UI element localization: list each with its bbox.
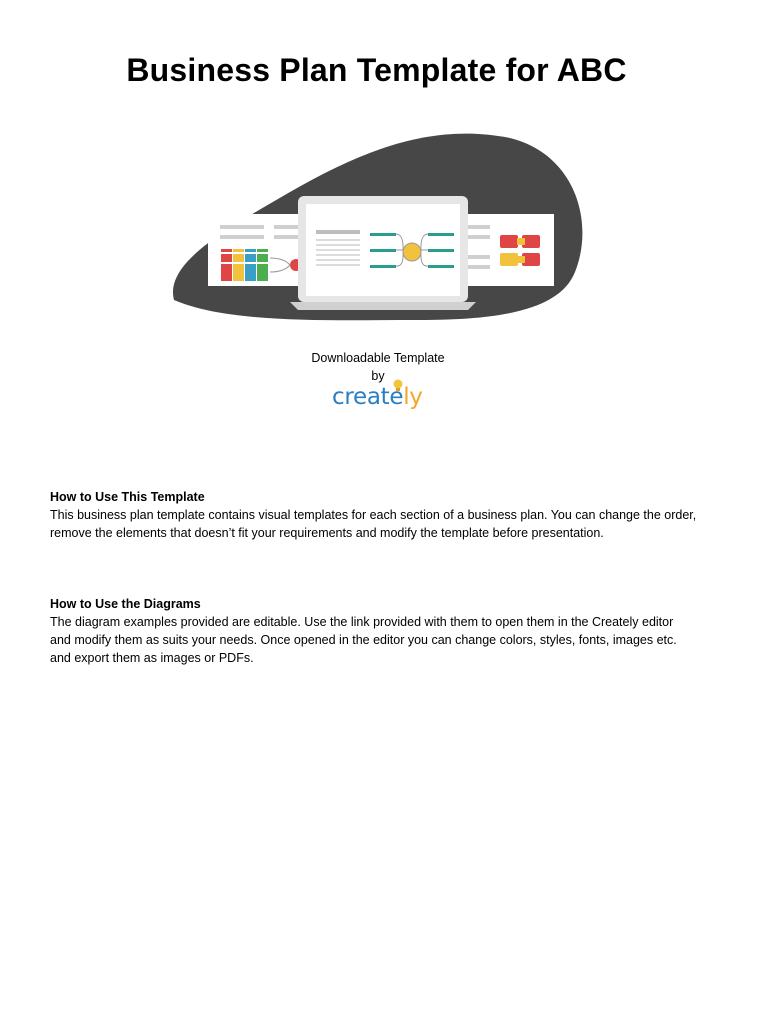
creately-logo	[330, 378, 430, 418]
section-text-line: The diagram examples provided are editable. Use the link provided with them to open them in the Creately editor	[50, 615, 674, 629]
section-heading: How to Use the Diagrams	[50, 597, 201, 611]
section-how-to-use-diagrams	[50, 595, 740, 667]
right-card	[456, 214, 554, 286]
section-text-line: and modify them as suits your needs. Once opened in the editor you can change colors, styles, fonts, images etc.	[50, 633, 677, 647]
section-heading: How to Use This Template	[50, 490, 205, 504]
left-card	[208, 214, 308, 286]
logo-text-accent: ly	[403, 384, 423, 410]
section-text-line: remove the elements that doesn’t fit your requirements and modify the template before presentation.	[50, 526, 604, 540]
section-text-line: This business plan template contains visual templates for each section of a business plan. You can change the order,	[50, 508, 697, 522]
page-title: Business Plan Template for ABC	[126, 52, 627, 88]
hero-illustration	[170, 132, 590, 324]
laptop	[290, 196, 476, 310]
logo-text-main: create	[332, 384, 404, 410]
section-how-to-use-template	[50, 488, 740, 542]
section-text-line: and export them as images or PDFs.	[50, 651, 254, 665]
downloadable-template-label: Downloadable Template	[311, 351, 445, 365]
by-label: by	[371, 369, 385, 383]
